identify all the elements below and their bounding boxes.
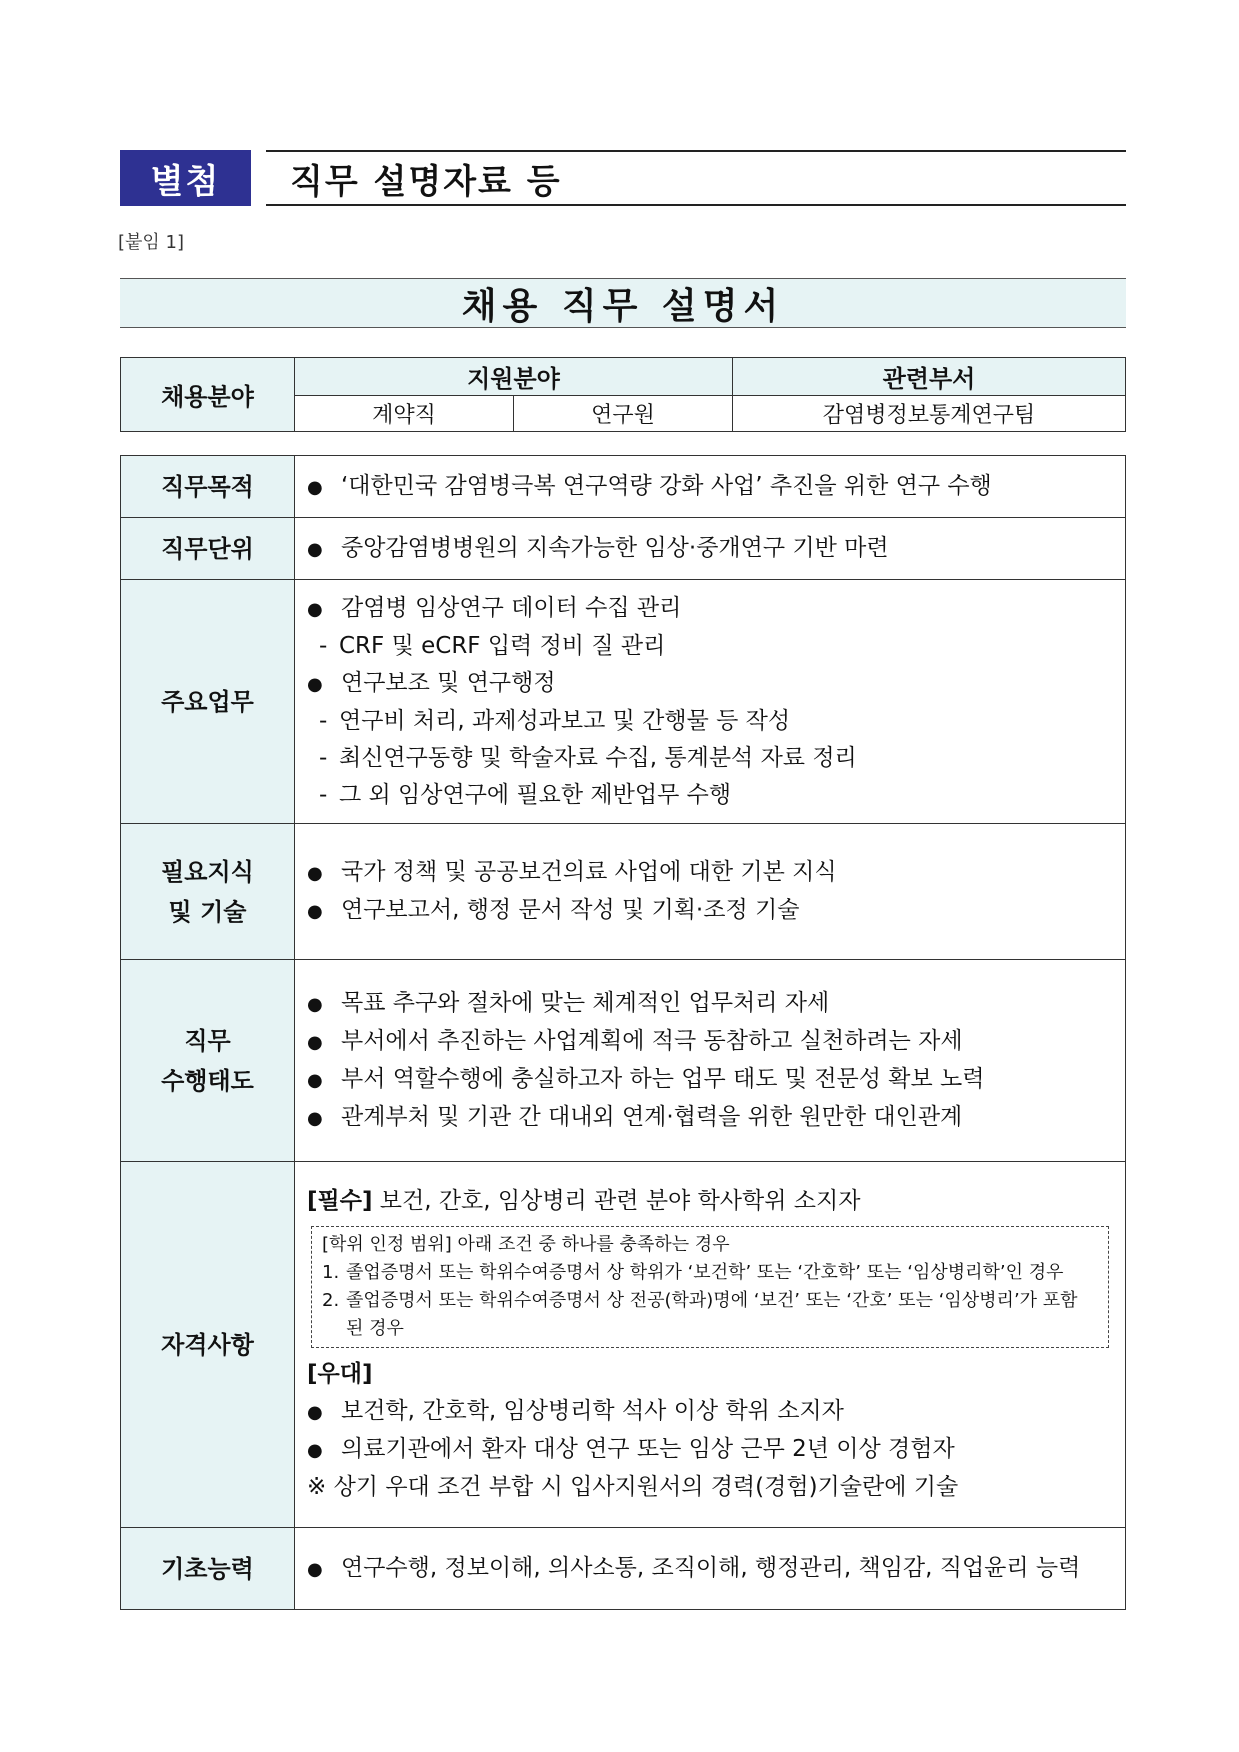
- appendix-badge: 별첨: [120, 150, 251, 206]
- attitude-item: 관계부처 및 기관 간 대내외 연계·협력을 위한 원만한 대인관계: [341, 1103, 963, 1130]
- dash-marker: -: [319, 781, 328, 808]
- position-cell: 연구원: [514, 396, 733, 432]
- task-item: 감염병 임상연구 데이터 수집 관리: [341, 594, 682, 621]
- degree-item-number: 2.: [322, 1290, 340, 1311]
- bullet-icon: ●: [307, 598, 323, 620]
- bullet-icon: ●: [307, 1031, 323, 1053]
- preferred-tag: [우대]: [307, 1361, 373, 1387]
- bullet-icon: ●: [307, 1558, 323, 1580]
- knowledge-item: 연구보고서, 행정 문서 작성 및 기획·조정 기술: [341, 896, 800, 923]
- attitude-content: [295, 960, 1126, 1162]
- qualification-label: 자격사항: [121, 1162, 295, 1528]
- unit-row: [121, 518, 1126, 580]
- department-cell: 감염병정보통계연구팀: [733, 396, 1126, 432]
- preferred-item: 의료기관에서 환자 대상 연구 또는 임상 근무 2년 이상 경험자: [341, 1436, 955, 1462]
- knowledge-item: 국가 정책 및 공공보건의료 사업에 대한 기본 지식: [341, 858, 837, 885]
- knowledge-label-line1: 필요지식: [161, 857, 254, 886]
- knowledge-label-line2: 및 기술: [168, 897, 247, 926]
- bullet-icon: ●: [307, 1440, 323, 1461]
- attitude-label-line2: 수행태도: [161, 1066, 254, 1095]
- recruitment-field-table: [120, 357, 1126, 432]
- qualification-row: [121, 1162, 1126, 1528]
- degree-range-box: [311, 1226, 1109, 1348]
- tasks-row: [121, 580, 1126, 824]
- unit-content: [295, 518, 1126, 580]
- bullet-icon: ●: [307, 538, 323, 560]
- document-title: 채용 직무 설명서: [120, 278, 1126, 328]
- purpose-text: ‘대한민국 감염병극복 연구역량 강화 사업’ 추진을 위한 연구 수행: [341, 472, 992, 499]
- attitude-label-line1: 직무: [184, 1026, 231, 1055]
- attitude-label: [121, 960, 295, 1162]
- bullet-icon: ●: [307, 673, 323, 695]
- purpose-content: [295, 456, 1126, 518]
- degree-box-title: [학위 인정 범위] 아래 조건 중 하나를 충족하는 경우: [322, 1234, 730, 1255]
- tasks-label: 주요업무: [121, 580, 295, 824]
- bullet-icon: ●: [307, 900, 323, 922]
- category-label: 채용분야: [121, 358, 295, 432]
- contract-type-cell: 계약직: [295, 396, 514, 432]
- knowledge-label: [121, 824, 295, 960]
- knowledge-content: [295, 824, 1126, 960]
- basic-content: [295, 1528, 1126, 1610]
- task-item: CRF 및 eCRF 입력 정비 질 관리: [339, 632, 666, 659]
- qualification-content: [295, 1162, 1126, 1528]
- task-item: 연구비 처리, 과제성과보고 및 간행물 등 작성: [339, 707, 791, 734]
- dash-marker: -: [319, 707, 328, 734]
- required-tag: [필수]: [307, 1188, 373, 1214]
- bullet-icon: ●: [307, 993, 323, 1015]
- required-text: 보건, 간호, 임상병리 관련 분야 학사학위 소지자: [379, 1188, 861, 1214]
- support-field-header: 지원분야: [295, 358, 733, 396]
- task-item: 연구보조 및 연구행정: [341, 669, 556, 696]
- attitude-row: [121, 960, 1126, 1162]
- task-item: 최신연구동향 및 학술자료 수집, 통계분석 자료 정리: [339, 744, 857, 771]
- degree-item: 졸업증명서 또는 학위수여증명서 상 학위가 ‘보건학’ 또는 ‘간호학’ 또는 ‘임상병리학’인 경우: [346, 1262, 1064, 1283]
- dash-marker: -: [319, 744, 328, 771]
- dash-marker: -: [319, 632, 328, 659]
- degree-item-continued: 된 경우: [346, 1318, 404, 1339]
- unit-text: 중앙감염병병원의 지속가능한 임상·중개연구 기반 마련: [341, 534, 889, 561]
- section-title: 직무 설명자료 등: [266, 150, 1126, 206]
- unit-label: 직무단위: [121, 518, 295, 580]
- preferred-item: 보건학, 간호학, 임상병리학 석사 이상 학위 소지자: [341, 1398, 844, 1424]
- job-description-table: [120, 455, 1126, 1610]
- degree-item-number: 1.: [322, 1262, 340, 1283]
- basic-row: [121, 1528, 1126, 1610]
- degree-item: 졸업증명서 또는 학위수여증명서 상 전공(학과)명에 ‘보건’ 또는 ‘간호’ 또는 ‘임상병리’가 포함: [346, 1290, 1078, 1311]
- task-item: 그 외 임상연구에 필요한 제반업무 수행: [339, 781, 732, 808]
- bullet-icon: ●: [307, 1107, 323, 1129]
- attitude-item: 부서에서 추진하는 사업계획에 적극 동참하고 실천하려는 자세: [341, 1027, 963, 1054]
- attitude-item: 부서 역할수행에 충실하고자 하는 업무 태도 및 전문성 확보 노력: [341, 1065, 985, 1092]
- preferred-note: ※ 상기 우대 조건 부합 시 입사지원서의 경력(경험)기술란에 기술: [307, 1474, 959, 1500]
- purpose-label: 직무목적: [121, 456, 295, 518]
- bullet-icon: ●: [307, 862, 323, 884]
- bullet-icon: ●: [307, 476, 323, 498]
- tasks-content: [295, 580, 1126, 824]
- bullet-icon: ●: [307, 1402, 323, 1423]
- related-dept-header: 관련부서: [733, 358, 1126, 396]
- knowledge-row: [121, 824, 1126, 960]
- attachment-label: [붙임 1]: [118, 232, 184, 253]
- bullet-icon: ●: [307, 1069, 323, 1091]
- basic-text: 연구수행, 정보이해, 의사소통, 조직이해, 행정관리, 책임감, 직업윤리 능력: [341, 1554, 1081, 1581]
- attitude-item: 목표 추구와 절차에 맞는 체계적인 업무처리 자세: [341, 989, 830, 1016]
- basic-label: 기초능력: [121, 1528, 295, 1610]
- purpose-row: [121, 456, 1126, 518]
